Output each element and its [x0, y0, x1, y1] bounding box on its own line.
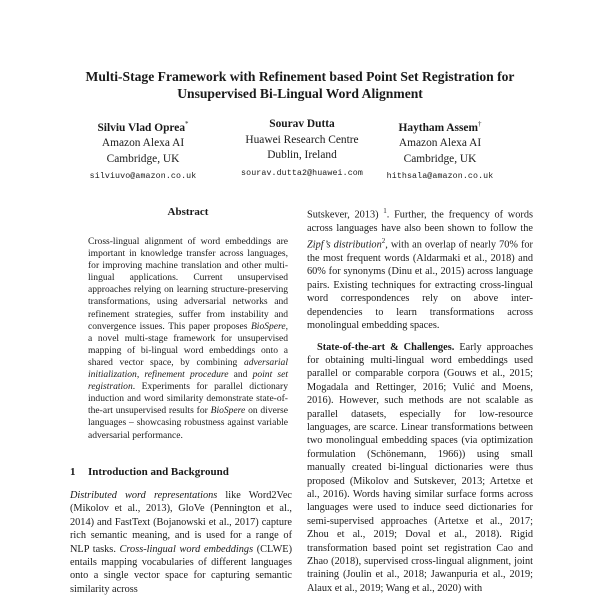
method-name: BioSpere	[250, 320, 286, 332]
author-email: sourav.dutta2@huawei.com	[241, 168, 363, 178]
author-affiliation: Huawei Research Centre	[245, 133, 359, 146]
abstract-text: Cross-lingual alignment of word embeddings are important in knowledge transfer across languages, for improving machine translation and other multi-lingual applications. Current unsupervised approaches relying on learning structure-preserving transformations, using adversarial networks and refinement strategies, suffer from instability and convergence issues. This paper proposes BioSpere, a novel multi-stage framework for unsupervised mapping of bi-lingual word embeddings onto a shared vector space, by combining adversarial initialization, refinement procedure and point set registration. Experiments for parallel dictionary induction and word similarity demonstrate state-of-the-art unsupervised results for BioSpere on diverse languages – showcasing robustness against variable adversarial performance.	[88, 236, 288, 441]
emphasis: refinement procedure	[144, 369, 229, 381]
emphasis: adversarial initialization	[88, 356, 288, 381]
author-email: silviuvo@amazon.co.uk	[89, 172, 197, 182]
emphasis: point set registration	[88, 369, 288, 393]
author-mark: *	[185, 120, 189, 128]
author-name: Haytham Assem	[398, 121, 478, 134]
footnote-mark: 2	[381, 237, 386, 246]
paper-title	[40, 68, 560, 102]
author-name: Sourav Dutta	[269, 118, 335, 130]
method-name: BioSpere	[210, 405, 246, 417]
author-1	[53, 117, 233, 185]
intro-paragraph: Distributed word representations like Word2Vec (Mikolov et al., 2013), GloVe (Pennington et al., 2014) and FastText (Bojanowski et al., 2017) capture rich semantic meaning, and is used for a range of NLP tasks. Cross-lingual word embeddings (CLWE) entails mapping vocabularies of different languages onto a single vector space for capturing semantic similarity across	[70, 490, 293, 595]
paragraph-heading: State-of-the-art & Challenges.	[317, 341, 455, 353]
body-paragraph: State-of-the-art & Challenges. Early approaches for obtaining multi-lingual word embeddings used parallel or comparable corpora (Gouws et al., 2015; Mogadala and Rettinger, 2016; Vulić and Moens, 2016). However, such methods are not scalable as parallel datasets, especially for low-resource languages, are scarce. Linear transformations between two monolingual embedding spaces (via optimization formulation (Schönemann, 1966)) using small manually created bi-lingual dictionaries were thus proposed (Mikolov and Sutskever, 2013; Artetxe et al., 2016). Words having similar surface forms across languages were used to induce seed dictionaries for semi-supervised approaches (Artetxe et al., 2017; Zhou et al., 2019; Doval et al., 2018). Rigid transformation based point set registration Cao and Zhao (2018), supervised cross-lingual alignment, joint training (Joulin et al., 2018; Jawanpuria et al., 2019; Alaux et al., 2019; Wang et al., 2020) with	[307, 341, 533, 594]
footnote-mark: 1	[383, 207, 387, 215]
section-number: 1	[70, 466, 76, 478]
author-affiliation: Amazon Alexa AI	[101, 137, 185, 150]
author-location: Cambridge, UK	[106, 152, 180, 165]
title-line-1: Multi-Stage Framework with Refinement based Point Set Registration for	[85, 69, 515, 84]
author-3	[350, 117, 530, 185]
author-location: Dublin, Ireland	[267, 149, 337, 161]
section-heading	[70, 466, 229, 478]
author-name: Silviu Vlad Oprea	[97, 121, 186, 134]
author-mark: †	[477, 120, 482, 128]
author-affiliation: Amazon Alexa AI	[398, 137, 482, 150]
body-paragraph: Sutskever, 2013) $^1$. Further, the frequency of words across languages have also been shown to follow the Zipf’s distribution$^2$, with an overlap of nearly 70% for the most frequent words (Aldarmaki et al., 2018) and 60% for synonyms (Dinu et al., 2015) across language pairs. Existing techniques for extracting cross-lingual word correspondences rely on above inter-dependencies to learn transformations across monolingual embedding spaces.	[307, 207, 533, 332]
section-title: Introduction and Background	[88, 466, 229, 478]
author-email: hithsala@amazon.co.uk	[386, 172, 494, 182]
title-line-2: Unsupervised Bi-Lingual Word Alignment	[177, 86, 423, 101]
author-location: Cambridge, UK	[403, 152, 477, 165]
right-column	[307, 205, 533, 595]
abstract-heading: Abstract	[167, 206, 209, 218]
